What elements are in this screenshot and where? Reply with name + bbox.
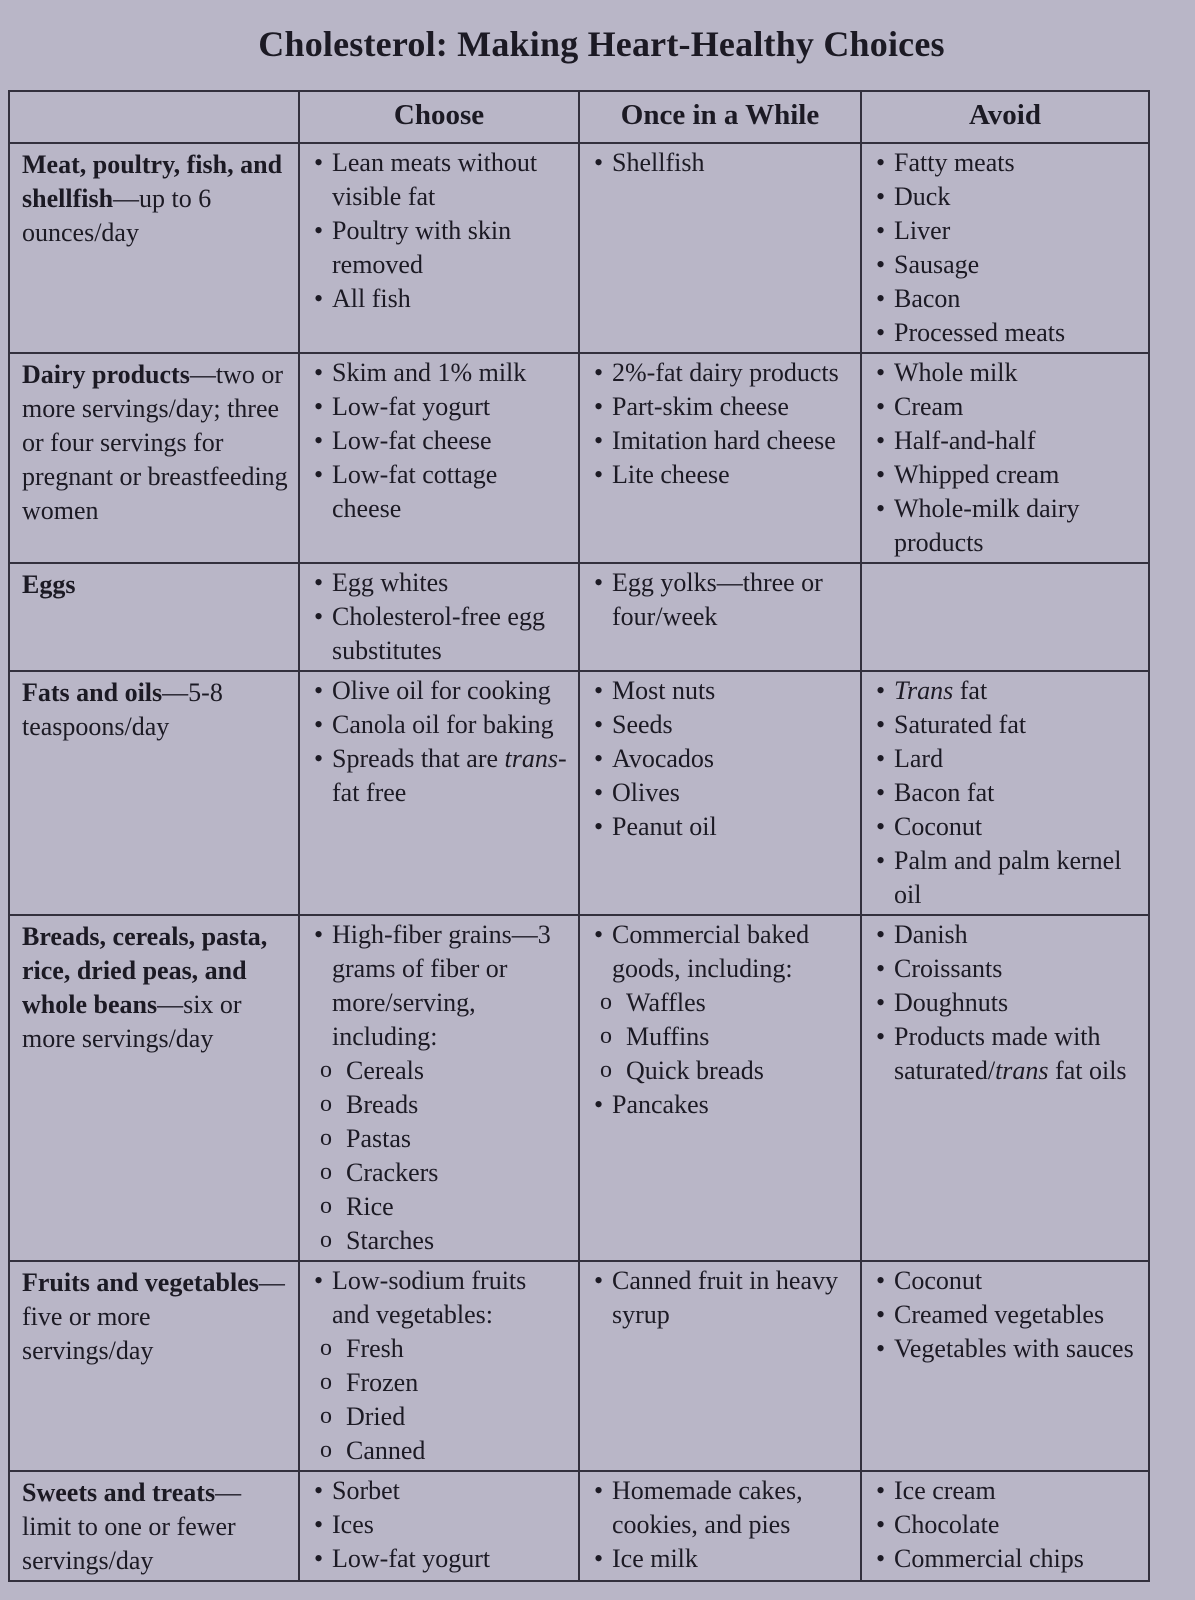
list-item (592, 1264, 850, 1332)
list-item (592, 566, 850, 634)
item-italic: Trans (894, 676, 954, 705)
item-text: High-fiber grains—3 grams of fiber or more/serving, including: (332, 920, 551, 1051)
sub-list-item (600, 1054, 850, 1088)
list-item (874, 810, 1138, 844)
item-text: Chocolate (894, 1510, 1000, 1539)
item-text: Fresh (346, 1334, 404, 1363)
list-item (874, 1332, 1138, 1366)
table-row (9, 143, 1149, 353)
item-text: Sausage (894, 250, 980, 279)
item-text: Sorbet (332, 1476, 400, 1505)
item-text: Muffins (626, 1022, 710, 1051)
avoid-cell (861, 1261, 1149, 1471)
list-item (592, 146, 850, 180)
table-row (9, 1261, 1149, 1471)
avoid-list (874, 1264, 1138, 1366)
sub-list-item (320, 1088, 568, 1122)
list-item (592, 390, 850, 424)
avoid-cell (861, 1471, 1149, 1581)
sub-list-item (320, 1224, 568, 1258)
list-item (312, 146, 568, 214)
item-text: Whole milk (894, 358, 1018, 387)
choose-cell (299, 915, 579, 1261)
sub-list-item (320, 1190, 568, 1224)
item-text: Low-fat yogurt (332, 392, 491, 421)
category-name: Fats and oils (22, 678, 163, 707)
sub-list-item (320, 1156, 568, 1190)
avoid-list (874, 146, 1138, 350)
item-text: Processed meats (894, 318, 1066, 347)
sub-list-item (320, 1054, 568, 1088)
list-item (874, 282, 1138, 316)
item-text: Commercial baked goods, including: (612, 920, 810, 983)
item-text: Products made with saturated/ (894, 1022, 1101, 1085)
category-note: —limit to one or fewer servings/day (22, 1478, 242, 1575)
choose-cell (299, 143, 579, 353)
avoid-cell (861, 915, 1149, 1261)
sub-list-item (320, 1400, 568, 1434)
list-item (592, 918, 850, 986)
item-italic: trans (995, 1056, 1049, 1085)
list-item (312, 918, 568, 1054)
item-italic: trans (504, 744, 559, 773)
item-text: Skim and 1% milk (332, 358, 527, 387)
once-cell (579, 143, 861, 353)
item-text: Canned (346, 1436, 426, 1465)
item-text: Low-fat cottage cheese (332, 460, 498, 523)
item-text: Cholesterol-free egg substitutes (332, 602, 545, 665)
header-empty (9, 91, 299, 143)
item-text: Low-fat cheese (332, 426, 492, 455)
category-name: Sweets and treats (22, 1478, 216, 1507)
list-item (874, 1508, 1138, 1542)
item-text: Lite cheese (612, 460, 730, 489)
category-name: Meat, poultry, fish, and shellfish (22, 150, 283, 213)
item-text: Cream (894, 392, 964, 421)
avoid-cell (861, 563, 1149, 671)
item-text: Most nuts (612, 676, 716, 705)
list-item (312, 282, 568, 316)
list-item (592, 810, 850, 844)
category-note: —5-8 teaspoons/day (22, 678, 223, 741)
avoid-list (874, 1474, 1138, 1576)
list-item (874, 708, 1138, 742)
item-text: 2%-fat dairy products (612, 358, 839, 387)
header-once-in-a-while: Once in a While (579, 91, 861, 143)
list-item (312, 458, 568, 526)
item-text: Egg whites (332, 568, 449, 597)
list-item (874, 1542, 1138, 1576)
list-item (874, 180, 1138, 214)
once-cell (579, 1471, 861, 1581)
item-text: Coconut (894, 812, 983, 841)
item-text: Canola oil for baking (332, 710, 554, 739)
item-text: Vegetables with sauces (894, 1334, 1134, 1363)
list-item (874, 146, 1138, 180)
item-text: Part-skim cheese (612, 392, 789, 421)
item-text: Cereals (346, 1056, 424, 1085)
item-text: All fish (332, 284, 411, 313)
item-text: Low-sodium fruits and vegetables: (332, 1266, 527, 1329)
once-cell (579, 563, 861, 671)
item-text: Whipped cream (894, 460, 1060, 489)
table-row (9, 915, 1149, 1261)
item-text: Poultry with skin removed (332, 216, 512, 279)
list-item (874, 424, 1138, 458)
category-cell (9, 353, 299, 563)
item-text: Frozen (346, 1368, 419, 1397)
once-cell (579, 1261, 861, 1471)
choose-cell (299, 353, 579, 563)
sub-list-item (320, 1434, 568, 1468)
list-item (874, 952, 1138, 986)
item-text: Half-and-half (894, 426, 1036, 455)
item-text: Homemade cakes, cookies, and pies (612, 1476, 803, 1539)
item-text: Egg yolks—three or four/week (612, 568, 823, 631)
once-list (592, 674, 850, 844)
choose-list (312, 918, 568, 1258)
item-text: Breads (346, 1090, 419, 1119)
sub-list-item (320, 1366, 568, 1400)
list-item (592, 458, 850, 492)
item-text: Olives (612, 778, 680, 807)
avoid-list (874, 918, 1138, 1088)
list-item (312, 1264, 568, 1332)
avoid-cell (861, 143, 1149, 353)
item-text: Liver (894, 216, 951, 245)
sub-list-item (600, 1020, 850, 1054)
list-item (312, 1508, 568, 1542)
item-text: Spreads that are (332, 744, 505, 773)
list-item (312, 566, 568, 600)
choose-list (312, 674, 568, 810)
item-text: Rice (346, 1192, 394, 1221)
choose-cell (299, 1471, 579, 1581)
category-note: —two or more servings/day; three or four servings for pregnant or breastfeeding women (22, 360, 288, 525)
list-item (312, 390, 568, 424)
item-text: Avocados (612, 744, 715, 773)
header-avoid: Avoid (861, 91, 1149, 143)
item-text: Creamed vegetables (894, 1300, 1105, 1329)
once-list (592, 1474, 850, 1576)
list-item (592, 776, 850, 810)
list-item (312, 708, 568, 742)
sub-list-item (320, 1332, 568, 1366)
list-item (592, 424, 850, 458)
list-item (874, 776, 1138, 810)
list-item (592, 1542, 850, 1576)
category-name: Fruits and vegetables (22, 1268, 259, 1297)
list-item (592, 1088, 850, 1122)
category-name: Dairy products (22, 360, 190, 389)
once-list (592, 356, 850, 492)
item-text: Ices (332, 1510, 374, 1539)
table-row (9, 671, 1149, 915)
once-list (592, 566, 850, 634)
item-text: Pancakes (612, 1090, 709, 1119)
choose-list (312, 566, 568, 668)
list-item (312, 356, 568, 390)
list-item (874, 674, 1138, 708)
choose-list (312, 1474, 568, 1576)
list-item (874, 1298, 1138, 1332)
category-cell (9, 915, 299, 1261)
choose-cell (299, 1261, 579, 1471)
item-text: Bacon (894, 284, 961, 313)
list-item (874, 248, 1138, 282)
choose-list (312, 1264, 568, 1468)
list-item (874, 214, 1138, 248)
item-text: Palm and palm kernel oil (894, 846, 1122, 909)
once-list (592, 146, 850, 180)
list-item (312, 600, 568, 668)
item-text: Dried (346, 1402, 406, 1431)
list-item (874, 492, 1138, 560)
item-text: Commercial chips (894, 1544, 1084, 1573)
item-text-after: -fat free (332, 744, 567, 807)
category-name: Breads, cereals, pasta, rice, dried peas, and whole beans (22, 922, 268, 1019)
avoid-list (874, 356, 1138, 560)
sub-list-item (320, 1122, 568, 1156)
item-text: Canned fruit in heavy syrup (612, 1266, 838, 1329)
item-text: Low-fat yogurt (332, 1544, 491, 1573)
choose-cell (299, 671, 579, 915)
table-row (9, 353, 1149, 563)
category-name: Eggs (22, 570, 76, 599)
item-text: Ice milk (612, 1544, 698, 1573)
item-text: Fatty meats (894, 148, 1015, 177)
list-item (874, 1474, 1138, 1508)
item-text: Waffles (626, 988, 706, 1017)
list-item (312, 742, 568, 810)
item-text: Croissants (894, 954, 1003, 983)
once-list (592, 1264, 850, 1332)
item-text: Peanut oil (612, 812, 717, 841)
list-item (874, 986, 1138, 1020)
header-row (9, 91, 1149, 143)
list-item (592, 674, 850, 708)
once-list (592, 918, 850, 1122)
item-text: Quick breads (626, 1056, 764, 1085)
once-cell (579, 353, 861, 563)
once-cell (579, 915, 861, 1261)
item-text-after: fat (953, 676, 988, 705)
item-text: Imitation hard cheese (612, 426, 836, 455)
category-note: —up to 6 ounces/day (22, 184, 212, 247)
category-note: —five or more servings/day (22, 1268, 285, 1365)
item-text: Danish (894, 920, 968, 949)
item-text: Lard (894, 744, 944, 773)
list-item (874, 844, 1138, 912)
list-item (312, 424, 568, 458)
category-cell (9, 1261, 299, 1471)
list-item (874, 316, 1138, 350)
list-item (874, 390, 1138, 424)
choose-list (312, 356, 568, 526)
list-item (874, 458, 1138, 492)
item-text: Shellfish (612, 148, 705, 177)
item-text: Starches (346, 1226, 435, 1255)
choices-table (8, 90, 1150, 1582)
item-text: Saturated fat (894, 710, 1027, 739)
once-cell (579, 671, 861, 915)
item-text: Bacon fat (894, 778, 995, 807)
list-item (592, 1474, 850, 1542)
list-item (874, 918, 1138, 952)
category-cell (9, 1471, 299, 1581)
avoid-cell (861, 671, 1149, 915)
list-item (312, 214, 568, 282)
item-text: Pastas (346, 1124, 411, 1153)
item-text: Ice cream (894, 1476, 996, 1505)
sub-list-item (600, 986, 850, 1020)
choose-list (312, 146, 568, 316)
table-row (9, 1471, 1149, 1581)
avoid-list (874, 674, 1138, 912)
avoid-cell (861, 353, 1149, 563)
item-text: Whole-milk dairy products (894, 494, 1080, 557)
list-item (874, 1020, 1138, 1088)
item-text-after: fat oils (1048, 1056, 1127, 1085)
table-row (9, 563, 1149, 671)
list-item (874, 742, 1138, 776)
header-choose: Choose (299, 91, 579, 143)
item-text: Coconut (894, 1266, 983, 1295)
list-item (592, 742, 850, 776)
category-cell (9, 563, 299, 671)
item-text: Lean meats without visible fat (332, 148, 538, 211)
list-item (312, 674, 568, 708)
choose-cell (299, 563, 579, 671)
page-title: Cholesterol: Making Heart-Healthy Choices (258, 24, 945, 64)
list-item (874, 1264, 1138, 1298)
item-text: Crackers (346, 1158, 439, 1187)
category-note: —six or more servings/day (22, 990, 242, 1053)
item-text: Duck (894, 182, 951, 211)
category-cell (9, 143, 299, 353)
list-item (592, 356, 850, 390)
list-item (592, 708, 850, 742)
item-text: Seeds (612, 710, 673, 739)
list-item (874, 356, 1138, 390)
list-item (312, 1474, 568, 1508)
item-text: Olive oil for cooking (332, 676, 551, 705)
item-text: Doughnuts (894, 988, 1009, 1017)
category-cell (9, 671, 299, 915)
list-item (312, 1542, 568, 1576)
